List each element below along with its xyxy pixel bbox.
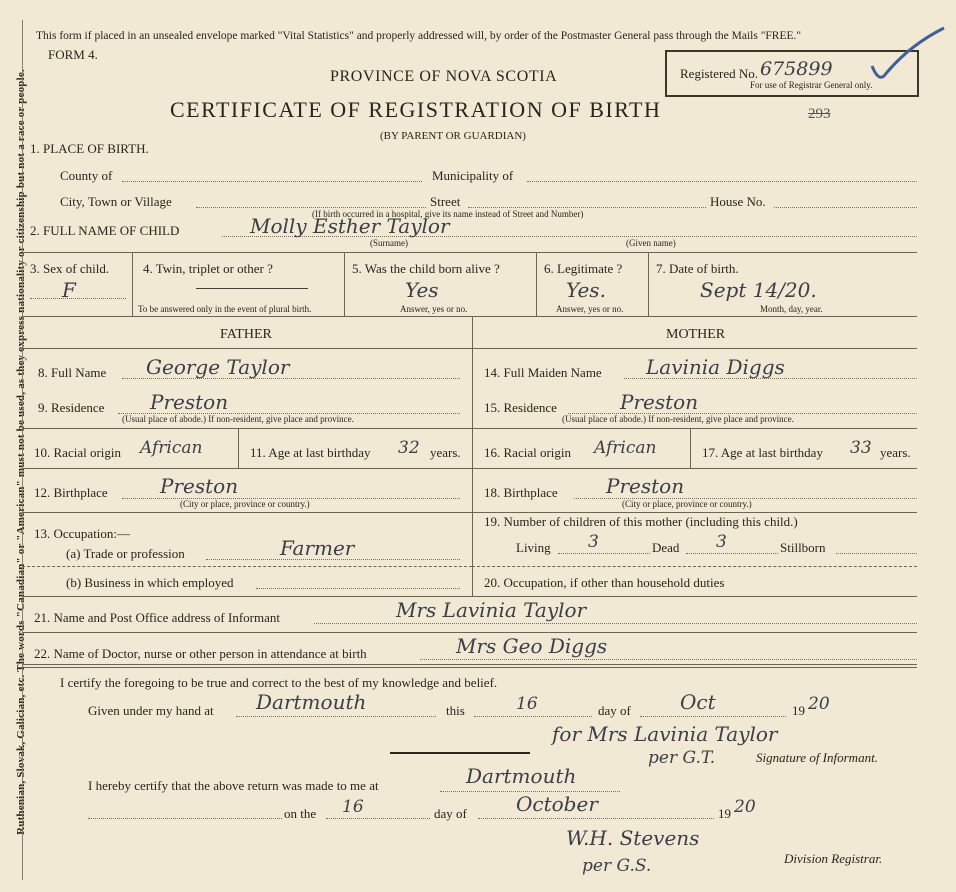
divider: [690, 428, 691, 468]
mother-residence-label: 15. Residence: [484, 400, 557, 415]
street-field: [468, 207, 706, 208]
father-race-label: 10. Racial origin: [34, 445, 122, 460]
given-place-field: [236, 716, 436, 717]
children-count-label: 19. Number of children of this mother (including this child.): [484, 514, 798, 529]
legitimate-label: 6. Legitimate ?: [544, 261, 623, 276]
father-age-unit: years.: [430, 445, 461, 460]
informant-label: 21. Name and Post Office address of Informant: [34, 610, 280, 625]
reg-year-value: 20: [734, 797, 756, 817]
divider: [648, 252, 649, 316]
month-field: [640, 716, 786, 717]
this-label: this: [446, 703, 465, 718]
mother-birthplace-label: 18. Birthplace: [484, 485, 558, 500]
mother-birthplace-note: (City or place, province or country.): [622, 499, 752, 509]
father-name-value: George Taylor: [146, 355, 290, 379]
stillborn-label: Stillborn: [780, 540, 826, 555]
mother-race-label: 16. Racial origin: [484, 445, 572, 460]
day-value: 16: [516, 694, 538, 714]
sex-value: F: [62, 278, 76, 302]
mother-name-value: Lavinia Diggs: [646, 355, 785, 379]
reg-year-prefix: 19: [718, 806, 731, 821]
divider: [472, 512, 917, 513]
father-trade-value: Farmer: [280, 536, 355, 560]
municipality-label: Municipality of: [432, 168, 514, 183]
father-birthplace-value: Preston: [160, 474, 239, 498]
dead-field: [686, 553, 778, 554]
registrar-signature: W.H. Stevens: [566, 826, 700, 850]
informant-field: [314, 623, 917, 624]
divider: [472, 566, 917, 567]
signature-rule: [390, 752, 530, 754]
house-field: [774, 207, 917, 208]
given-place-value: Dartmouth: [256, 690, 367, 714]
divider: [22, 566, 472, 567]
hospital-note: (If birth occurred in a hospital, give its name instead of Street and Number): [312, 209, 584, 219]
dead-value: 3: [716, 532, 727, 552]
form-number: FORM 4.: [48, 47, 98, 62]
father-residence-label: 9. Residence: [38, 400, 105, 415]
divider: [22, 596, 917, 597]
mother-residence-note: (Usual place of abode.) If non-resident, give place and province.: [562, 414, 794, 424]
hereby-statement: I hereby certify that the above return was made to me at: [88, 778, 379, 793]
reg-day-field: [326, 818, 430, 819]
alive-value: Yes: [405, 278, 439, 302]
month-value: Oct: [680, 690, 716, 714]
certificate-subtitle: (BY PARENT OR GUARDIAN): [380, 130, 526, 142]
certificate-title: CERTIFICATE OF REGISTRATION OF BIRTH: [170, 97, 662, 122]
living-value: 3: [588, 532, 599, 552]
mother-age-value: 33: [850, 438, 872, 458]
postal-note: This form if placed in an unsealed envelope marked "Vital Statistics" and properly addressed will, by order of the Postmaster General pass through the Mails "FREE.": [36, 30, 802, 42]
alive-note: Answer, yes or no.: [400, 304, 468, 314]
registrar-label: Division Registrar.: [784, 851, 883, 866]
alive-label: 5. Was the child born alive ?: [352, 261, 500, 276]
year-prefix: 19: [792, 703, 805, 718]
mother-residence-value: Preston: [620, 390, 699, 414]
mother-birthplace-value: Preston: [606, 474, 685, 498]
municipality-field: [527, 181, 917, 182]
mother-age-unit: years.: [880, 445, 911, 460]
informant-signature: for Mrs Lavinia Taylor: [552, 722, 778, 746]
child-name-value: Molly Esther Taylor: [250, 214, 450, 238]
attendant-label: 22. Name of Doctor, nurse or other person in attendance at birth: [34, 646, 367, 661]
province-heading: PROVINCE OF NOVA SCOTIA: [330, 68, 558, 85]
father-residence-note: (Usual place of abode.) If non-resident, give place and province.: [122, 414, 354, 424]
mother-race-value: African: [594, 438, 657, 458]
checkmark-icon: [868, 26, 948, 86]
father-trade-label: (a) Trade or profession: [66, 546, 185, 561]
divider: [472, 428, 917, 429]
reg-day-value: 16: [342, 797, 364, 817]
registration-lead-field: [88, 818, 282, 819]
father-birthplace-label: 12. Birthplace: [34, 485, 108, 500]
father-birthplace-note: (City or place, province or country.): [180, 499, 310, 509]
attendant-field: [420, 659, 917, 660]
day-of-label: day of: [598, 703, 631, 718]
divider: [22, 667, 917, 668]
dob-label: 7. Date of birth.: [656, 261, 739, 276]
father-name-label: 8. Full Name: [38, 365, 107, 380]
city-label: City, Town or Village: [60, 194, 172, 209]
informant-signature-initials: per G.T.: [648, 748, 716, 768]
mother-occupation-label: 20. Occupation, if other than household duties: [484, 575, 725, 590]
living-field: [558, 553, 650, 554]
father-business-label: (b) Business in which employed: [66, 575, 234, 590]
divider: [238, 428, 239, 468]
mother-heading: MOTHER: [666, 327, 726, 342]
mother-age-label: 17. Age at last birthday: [702, 445, 823, 460]
registered-number: 675899: [760, 58, 833, 80]
surname-note: (Surname): [370, 238, 408, 248]
father-race-value: African: [140, 438, 203, 458]
divider: [132, 252, 133, 316]
divider: [22, 512, 472, 513]
father-occupation-label: 13. Occupation:—: [34, 526, 131, 541]
hereby-place-value: Dartmouth: [466, 764, 577, 788]
given-label: Given under my hand at: [88, 703, 214, 718]
stillborn-field: [836, 553, 917, 554]
attendant-value: Mrs Geo Diggs: [456, 634, 608, 658]
divider: [22, 428, 472, 429]
year-value: 20: [808, 694, 830, 714]
dob-note: Month, day, year.: [760, 304, 823, 314]
side-note: Ruthenian, Slovak, Galician, etc. The words "Canadian" or "American" must not be used, as they express nationality or citizenship but not a race or people.: [15, 69, 27, 835]
side-divider: [22, 20, 23, 880]
registrar-note: For use of Registrar General only.: [750, 80, 873, 90]
crossed-number: 293: [808, 106, 831, 122]
reg-month-field: [478, 818, 714, 819]
signature-label: Signature of Informant.: [756, 750, 878, 765]
divider: [472, 468, 917, 469]
sex-label: 3. Sex of child.: [30, 261, 110, 276]
dead-label: Dead: [652, 540, 680, 555]
father-age-label: 11. Age at last birthday: [250, 445, 371, 460]
house-label: House No.: [710, 194, 766, 209]
registered-label: Registered No.: [680, 66, 758, 81]
registrar-initials: per G.S.: [582, 856, 652, 876]
divider: [536, 252, 537, 316]
reg-month-value: October: [516, 792, 598, 816]
father-heading: FATHER: [220, 327, 272, 342]
father-residence-value: Preston: [150, 390, 229, 414]
twin-field: [196, 288, 308, 289]
living-label: Living: [516, 540, 551, 555]
county-field: [122, 181, 422, 182]
father-business-field: [256, 588, 460, 589]
legitimate-note: Answer, yes or no.: [556, 304, 624, 314]
street-label: Street: [430, 194, 461, 209]
twin-label: 4. Twin, triplet or other ?: [143, 261, 273, 276]
divider: [22, 468, 472, 469]
informant-value: Mrs Lavinia Taylor: [396, 598, 587, 622]
certify-statement: I certify the foregoing to be true and correct to the best of my knowledge and belief.: [60, 675, 498, 690]
day-field: [474, 716, 592, 717]
divider: [344, 252, 345, 316]
reg-day-of-label: day of: [434, 806, 467, 821]
divider: [22, 664, 917, 665]
parent-column-divider: [472, 316, 473, 596]
twin-note: To be answered only in the event of plural birth.: [138, 304, 312, 314]
divider: [22, 252, 917, 253]
divider: [22, 348, 917, 349]
given-name-note: (Given name): [626, 238, 676, 248]
father-age-value: 32: [398, 438, 420, 458]
dob-value: Sept 14/20.: [700, 278, 817, 302]
divider: [22, 316, 917, 317]
child-name-label: 2. FULL NAME OF CHILD: [30, 223, 180, 238]
county-label: County of: [60, 168, 113, 183]
place-of-birth-heading: 1. PLACE OF BIRTH.: [30, 141, 149, 156]
sex-field: [30, 298, 126, 299]
on-the-label: on the: [284, 806, 317, 821]
city-field: [196, 207, 426, 208]
mother-name-label: 14. Full Maiden Name: [484, 365, 602, 380]
divider: [22, 632, 917, 633]
legitimate-value: Yes.: [566, 278, 606, 302]
